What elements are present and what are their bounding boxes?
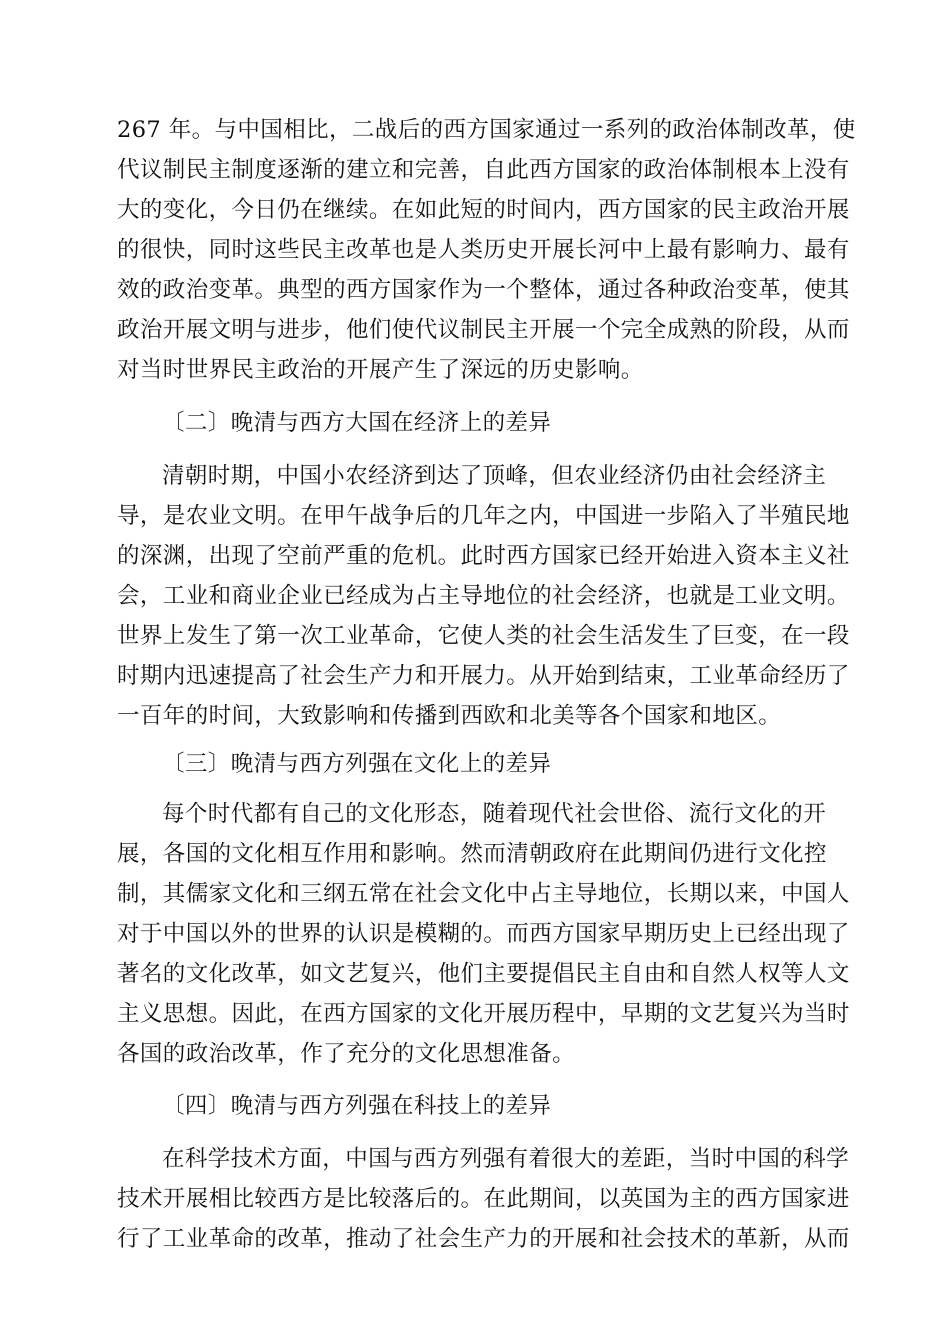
paragraph-line: 对于中国以外的世界的认识是模糊的。而西方国家早期历史上已经出现了 (117, 921, 850, 947)
paragraph-line: 政治开展文明与进步，他们使代议制民主开展一个完全成熟的阶段，从而 (117, 317, 850, 343)
paragraph-line: 时期内迅速提高了社会生产力和开展力。从开始到结束，工业革命经历了 (117, 663, 850, 689)
paragraph-line: 行了工业革命的改革，推动了社会生产力的开展和社会技术的革新，从而 (117, 1226, 850, 1252)
paragraph-line: 267 年。与中国相比，二战后的西方国家通过一系列的政治体制改革，使 (117, 117, 856, 143)
paragraph-line: 清朝时期，中国小农经济到达了顶峰，但农业经济仍由社会经济主 (162, 463, 827, 489)
paragraph-line: 效的政治变革。典型的西方国家作为一个整体，通过各种政治变革，使其 (117, 277, 850, 303)
paragraph-line: 会，工业和商业企业已经成为占主导地位的社会经济，也就是工业文明。 (117, 583, 850, 609)
paragraph-line: 各国的政治改革，作了充分的文化思想准备。 (117, 1041, 576, 1067)
paragraph-line: 的深渊，出现了空前严重的危机。此时西方国家已经开始进入资本主义社 (117, 543, 850, 569)
paragraph-line: 展，各国的文化相互作用和影响。然而清朝政府在此期间仍进行文化控 (117, 841, 827, 867)
paragraph-line: 制，其儒家文化和三纲五常在社会文化中占主导地位，长期以来，中国人 (117, 881, 850, 907)
paragraph-line: 在科学技术方面，中国与西方列强有着很大的差距，当时中国的科学 (162, 1146, 850, 1172)
paragraph-line: 大的变化，今日仍在继续。在如此短的时间内，西方国家的民主政治开展 (117, 197, 850, 223)
paragraph-line: 代议制民主制度逐渐的建立和完善，自此西方国家的政治体制根本上没有 (117, 157, 850, 183)
paragraph-line: 主义思想。因此，在西方国家的文化开展历程中，早期的文艺复兴为当时 (117, 1001, 850, 1027)
paragraph-line: 技术开展相比较西方是比较落后的。在此期间，以英国为主的西方国家进 (117, 1186, 850, 1212)
section-heading-technology: 〔四〕晚清与西方列强在科技上的差异 (162, 1093, 552, 1119)
paragraph-line: 著名的文化改革，如文艺复兴，他们主要提倡民主自由和自然人权等人文 (117, 961, 850, 987)
section-heading-culture: 〔三〕晚清与西方列强在文化上的差异 (162, 751, 552, 777)
section-heading-economy: 〔二〕晚清与西方大国在经济上的差异 (162, 410, 552, 436)
paragraph-line: 世界上发生了第一次工业革命，它使人类的社会生活发生了巨变，在一段 (117, 623, 850, 649)
paragraph-line: 每个时代都有自己的文化形态，随着现代社会世俗、流行文化的开 (162, 801, 827, 827)
paragraph-line: 导，是农业文明。在甲午战争后的几年之内，中国进一步陷入了半殖民地 (117, 503, 850, 529)
paragraph-line: 的很快，同时这些民主改革也是人类历史开展长河中上最有影响力、最有 (117, 237, 850, 263)
paragraph-line: 一百年的时间，大致影响和传播到西欧和北美等各个国家和地区。 (117, 703, 782, 729)
paragraph-line: 对当时世界民主政治的开展产生了深远的历史影响。 (117, 357, 644, 383)
